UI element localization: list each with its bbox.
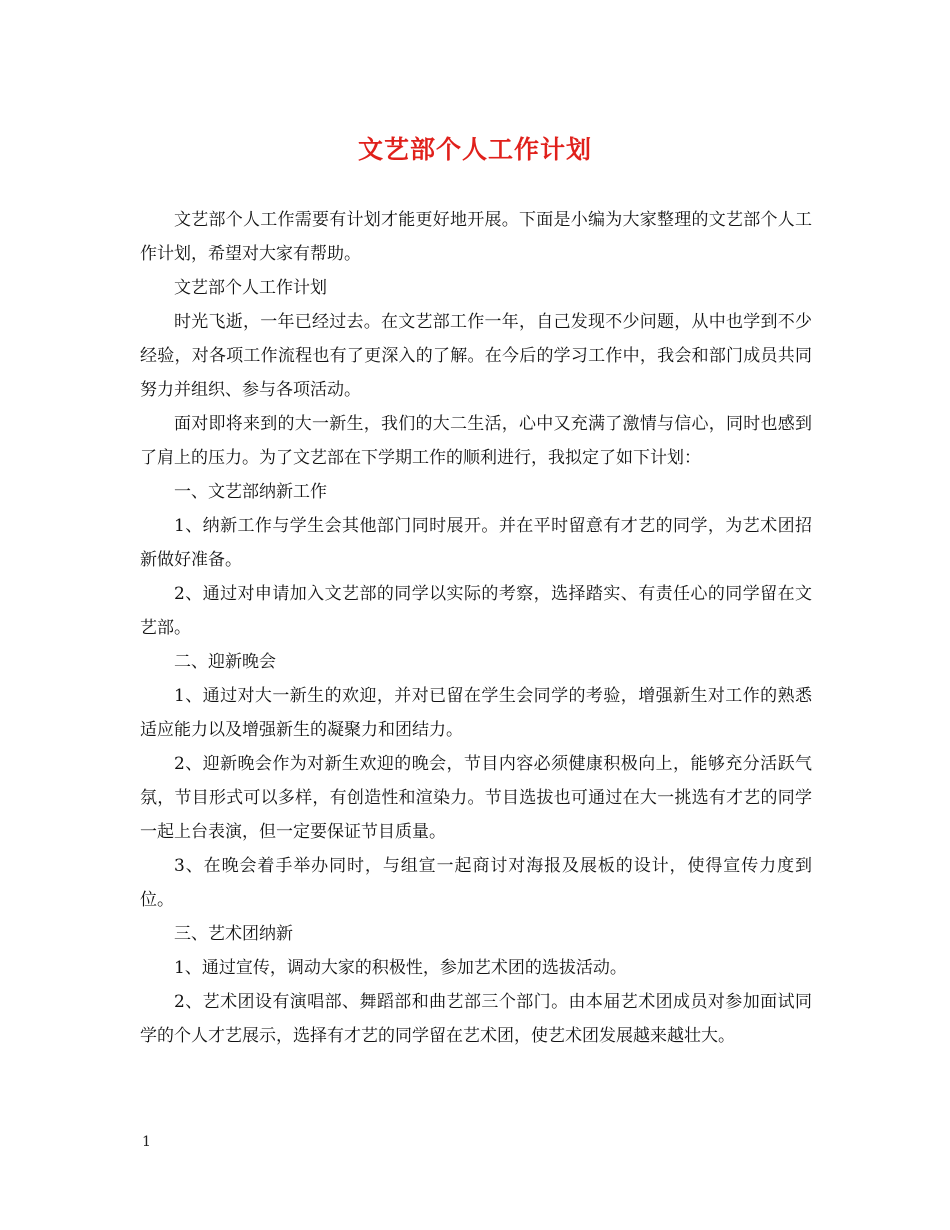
list-item-welcome-party-1: 1、通过对大一新生的欢迎，并对已留在学生会同学的考验，增强新生对工作的熟悉适应能力以及增强新生的凝聚力和团结力。 bbox=[140, 686, 812, 740]
list-item-recruitment-2: 2、通过对申请加入文艺部的同学以实际的考察，选择踏实、有责任心的同学留在文艺部。 bbox=[140, 584, 812, 638]
page-number: 1 bbox=[142, 1134, 151, 1150]
document-body bbox=[140, 203, 812, 1053]
section-heading-art-troupe: 三、艺术团纳新 bbox=[174, 924, 293, 944]
list-item-art-troupe-1: 1、通过宣传，调动大家的积极性，参加艺术团的选拔活动。 bbox=[174, 958, 627, 978]
list-item-recruitment-1: 1、纳新工作与学生会其他部门同时展开。并在平时留意有才艺的同学，为艺术团招新做好准备。 bbox=[140, 516, 812, 570]
section-heading-recruitment: 一、文艺部纳新工作 bbox=[174, 482, 327, 502]
paragraph-reflection: 时光飞逝，一年已经过去。在文艺部工作一年，自己发现不少问题，从中也学到不少经验，对各项工作流程也有了更深入的了解。在今后的学习工作中，我会和部门成员共同努力并组织、参与各项活动。 bbox=[140, 312, 812, 400]
paragraph-subtitle: 文艺部个人工作计划 bbox=[174, 278, 327, 298]
document-title: 文艺部个人工作计划 bbox=[357, 135, 592, 164]
list-item-welcome-party-3: 3、在晚会着手举办同时，与组宣一起商讨对海报及展板的设计，使得宣传力度到位。 bbox=[140, 856, 812, 910]
list-item-welcome-party-2: 2、迎新晚会作为对新生欢迎的晚会，节目内容必须健康积极向上，能够充分活跃气氛，节目形式可以多样，有创造性和渲染力。节目选拔也可通过在大一挑选有才艺的同学一起上台表演，但一定要保证节目质量。 bbox=[140, 754, 812, 842]
paragraph-intro: 文艺部个人工作需要有计划才能更好地开展。下面是小编为大家整理的文艺部个人工作计划，希望对大家有帮助。 bbox=[140, 210, 812, 264]
paragraph-plan-intro: 面对即将来到的大一新生，我们的大二生活，心中又充满了激情与信心，同时也感到了肩上的压力。为了文艺部在下学期工作的顺利进行，我拟定了如下计划： bbox=[140, 414, 812, 468]
section-heading-welcome-party: 二、迎新晚会 bbox=[174, 652, 276, 672]
list-item-art-troupe-2: 2、艺术团设有演唱部、舞蹈部和曲艺部三个部门。由本届艺术团成员对参加面试同学的个人才艺展示，选择有才艺的同学留在艺术团，使艺术团发展越来越壮大。 bbox=[140, 992, 812, 1046]
